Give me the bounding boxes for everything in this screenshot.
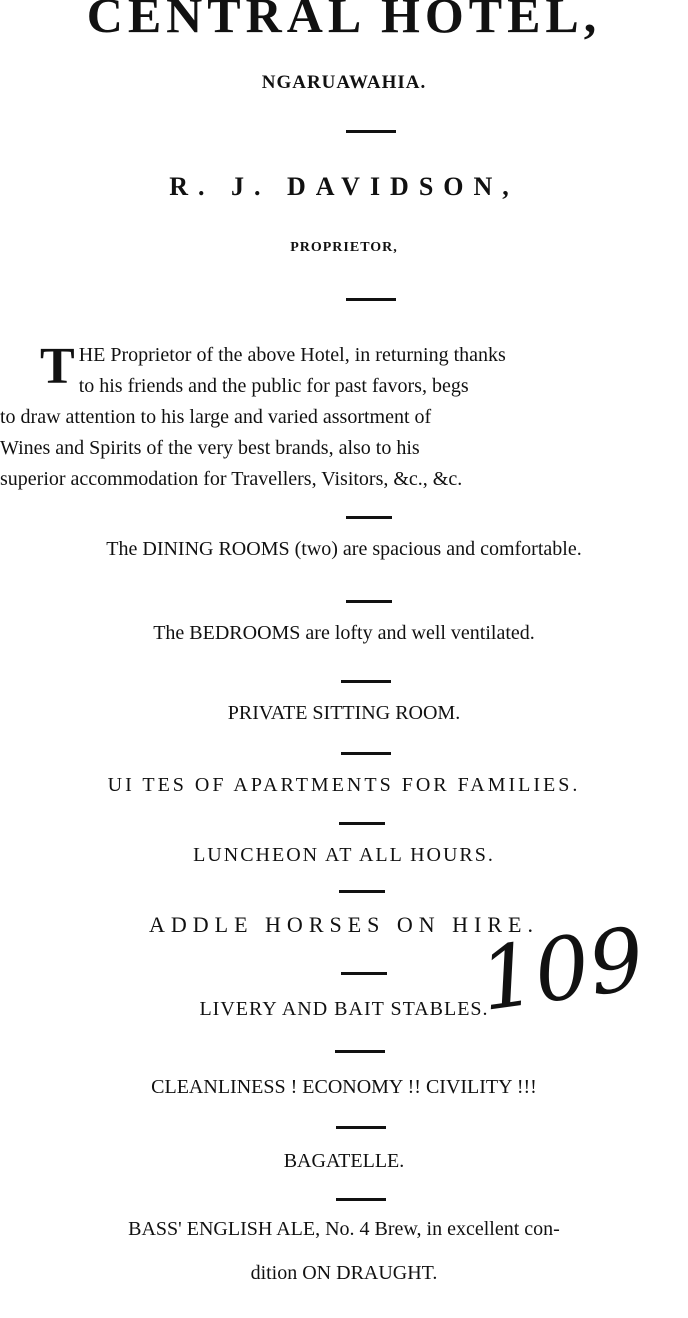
dining-rooms-line: The DINING ROOMS (two) are spacious and comfortable. <box>106 538 582 560</box>
bedrooms-line: The BEDROOMS are lofty and well ventilated. <box>153 622 535 644</box>
divider <box>346 298 396 301</box>
divider <box>341 972 387 975</box>
intro-line: to draw attention to his large and varied assortment of <box>0 406 432 428</box>
divider <box>336 1198 386 1201</box>
intro-paragraph <box>0 338 688 495</box>
intro-line: Wines and Spirits of the very best brands, also to his <box>0 437 420 459</box>
divider <box>341 680 391 683</box>
sitting-room-line: PRIVATE SITTING ROOM. <box>227 702 461 724</box>
divider <box>339 890 385 893</box>
virtues-line: CLEANLINESS ! ECONOMY !! CIVILITY !!! <box>151 1076 537 1098</box>
proprietor-role: PROPRIETOR, <box>290 240 398 255</box>
livery-line: LIVERY AND BAIT STABLES. <box>199 998 489 1020</box>
luncheon-line: LUNCHEON AT ALL HOURS. <box>193 844 495 866</box>
divider <box>336 1126 386 1129</box>
intro-line: to his friends and the public for past favors, begs <box>78 375 469 397</box>
hotel-title: CENTRAL HOTEL, <box>86 0 602 43</box>
intro-line: HE Proprietor of the above Hotel, in returning thanks <box>78 344 506 366</box>
suites-line: UI TES OF APARTMENTS FOR FAMILIES. <box>107 774 581 796</box>
intro-line: superior accommodation for Travellers, Visitors, &c., &c. <box>0 468 463 490</box>
divider <box>346 130 396 133</box>
proprietor-name: R. J. DAVIDSON, <box>169 172 519 201</box>
handwritten-number: 109 <box>473 909 651 1031</box>
drop-cap: T <box>40 338 75 395</box>
divider <box>341 752 391 755</box>
bagatelle-line: BAGATELLE. <box>283 1150 405 1172</box>
town-name: NGARUAWAHIA. <box>261 72 427 93</box>
saddle-horses-line: ADDLE HORSES ON HIRE. <box>149 912 539 937</box>
ale-line-2: dition ON DRAUGHT. <box>250 1262 438 1284</box>
divider <box>346 600 392 603</box>
ale-line-1: BASS' ENGLISH ALE, No. 4 Brew, in excellent con- <box>128 1218 560 1240</box>
divider <box>339 822 385 825</box>
divider <box>335 1050 385 1053</box>
divider <box>346 516 392 519</box>
